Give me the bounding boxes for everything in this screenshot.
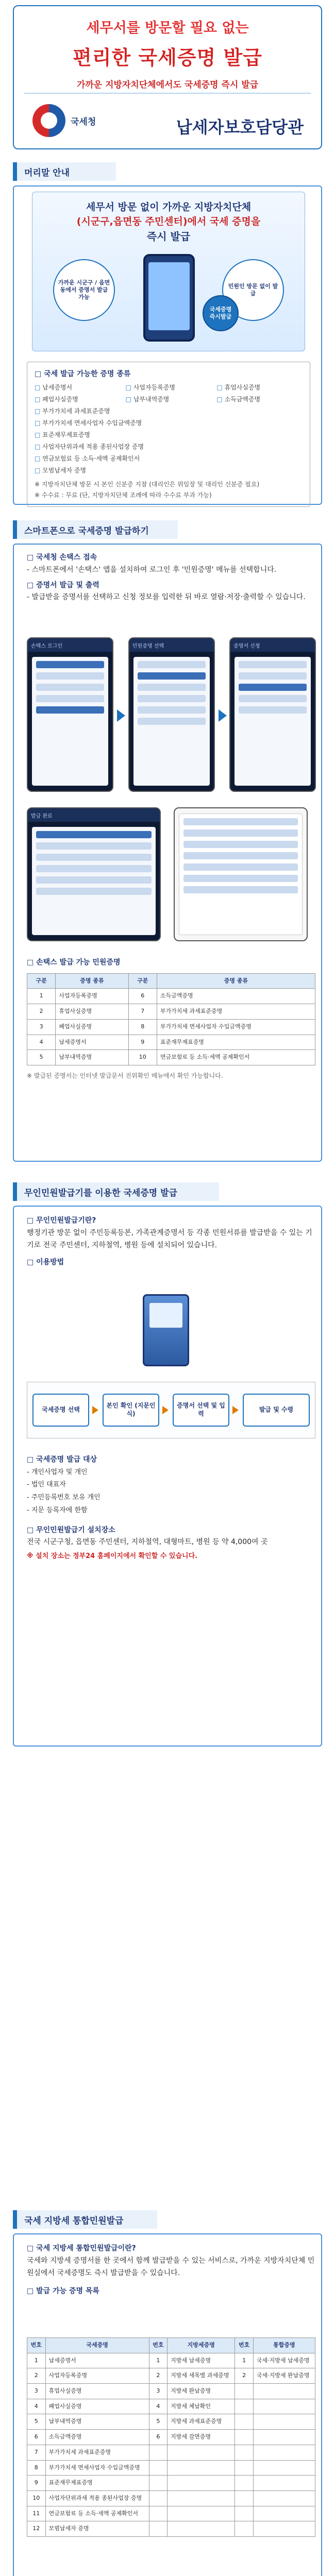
table-cell: 지방세 세목별 과세증명 — [167, 2368, 235, 2384]
table-cell: 폐업사실증명 — [56, 1019, 128, 1035]
table-cell: 9 — [128, 1035, 157, 1050]
table-cell: 2 — [235, 2368, 254, 2384]
section-title-kiosk: 무인민원발급기를 이용한 국세증명 발급 — [13, 1182, 219, 1201]
flow-step: 국세증명 선택 — [32, 1394, 89, 1427]
table-cell: 6 — [149, 2430, 167, 2445]
table-cell: 표준재무제표증명 — [45, 2476, 149, 2491]
col-header: 번호 — [149, 2338, 167, 2353]
table-cell: 모범납세자 증명 — [45, 2521, 149, 2537]
mobile-table-title: □ 손택스 발급 가능 민원증명 — [27, 958, 121, 967]
table-cell: 사업자단위과세 적용 종된사업장 증명 — [45, 2490, 149, 2506]
table-cell — [253, 2399, 315, 2414]
col-header: 번호 — [27, 2338, 46, 2353]
table-row — [27, 2506, 315, 2521]
table-row — [27, 2430, 315, 2445]
step2-body: - 발급받을 증명서를 선택하고 신청 정보를 입력한 뒤 바로 열람·저장·출력할 수 있습니다. — [27, 593, 306, 602]
table-cell — [167, 2445, 235, 2460]
table-cell: 4 — [27, 2399, 46, 2414]
table-cell — [149, 2506, 167, 2521]
table-cell: 5 — [149, 2414, 167, 2430]
cert-types-title: □ 국세 발급 가능한 증명 종류 — [35, 370, 131, 378]
table-cell: 지방세 과세표준증명 — [167, 2414, 235, 2430]
table-cell: 국세·지방세 완납증명 — [253, 2368, 315, 2384]
header-banner — [13, 5, 322, 149]
table-cell — [253, 2445, 315, 2460]
table-cell: 3 — [27, 1019, 56, 1035]
table-cell: 4 — [149, 2399, 167, 2414]
table-cell: 부가가치세 면세사업자 수입금액증명 — [157, 1019, 315, 1035]
table-cell: 8 — [27, 2460, 46, 2476]
arrow-right-icon — [219, 709, 227, 722]
table-cell: 납세증명서 — [45, 2353, 149, 2368]
flow-step: 본인 확인 (지문인식) — [103, 1394, 159, 1427]
integrated-table — [27, 2337, 315, 2537]
kiosk-intro — [27, 1215, 315, 1269]
table-cell — [149, 2490, 167, 2506]
table-row — [27, 2490, 315, 2506]
table-cell — [167, 2476, 235, 2491]
table-row — [27, 1050, 315, 1065]
table-row — [27, 2368, 315, 2384]
table-cell — [167, 2490, 235, 2506]
table-cell: 지방세 완납증명 — [167, 2384, 235, 2399]
poster-line-3: 즉시 발급 — [146, 230, 191, 243]
kiosk-machine-icon — [143, 1294, 189, 1366]
col-header: 지방세증명 — [167, 2338, 235, 2353]
table-row — [27, 989, 315, 1004]
table-cell — [235, 2384, 254, 2399]
table-row — [27, 2521, 315, 2537]
section-title-integrated: 국세 지방세 통합민원발급 — [13, 2210, 157, 2229]
table-cell: 폐업사실증명 — [45, 2399, 149, 2414]
table-cell: 1 — [149, 2353, 167, 2368]
header-title: 편리한 국세증명 발급 — [73, 46, 262, 69]
step1-title: □ 국세청 손택스 접속 — [27, 553, 97, 562]
intro-poster — [32, 192, 305, 351]
kiosk-loc-body: 전국 시군구청, 읍면동 주민센터, 지하철역, 대형마트, 병원 등 약 4,000여 곳 — [27, 1538, 268, 1547]
poster-line-2: (시군구,읍면동 주민센터)에서 국세 증명을 — [76, 216, 261, 227]
table-cell — [253, 2506, 315, 2521]
table-row — [27, 2384, 315, 2399]
screenshot-login — [27, 637, 113, 792]
col-header: 증명 종류 — [157, 973, 315, 989]
table-cell: 부가가치세 면세사업자 수입금액증명 — [45, 2460, 149, 2476]
col-header: 번호 — [235, 2338, 254, 2353]
col-header: 국세증명 — [45, 2338, 149, 2353]
badge-left: 가까운 시군구 / 읍면동에서 증명서 발급 가능 — [53, 259, 115, 321]
cert-type: □ 소득금액증명 — [216, 395, 303, 403]
table-cell: 7 — [27, 2445, 46, 2460]
table-cell: 소득금액증명 — [45, 2430, 149, 2445]
table-cell: 1 — [27, 989, 56, 1004]
cert-type: □ 표준재무제표증명 — [35, 430, 121, 439]
table-cell: 5 — [27, 1050, 56, 1065]
cert-type: □ 사업자단위과세 적용 종된사업장 증명 — [35, 442, 303, 451]
kiosk-loc-title: □ 무인민원발급기 설치장소 — [27, 1526, 115, 1534]
kiosk-proc-title: □ 이용방법 — [27, 1258, 64, 1267]
table-cell: 10 — [27, 2490, 46, 2506]
table-cell — [167, 2506, 235, 2521]
cert-note-2: ※ 수수료 : 무료 (단, 지방자치단체 조례에 따라 수수료 부과 가능) — [35, 492, 212, 499]
screenshot-complete — [27, 807, 161, 941]
col-header: 구분 — [128, 973, 157, 989]
list-item: - 개인사업자 및 개인 — [27, 1466, 315, 1479]
table-cell — [253, 2460, 315, 2476]
table-cell: 납부내역증명 — [45, 2414, 149, 2430]
mobile-table-note: ※ 발급된 증명서는 인터넷 발급문서 진위확인 메뉴에서 확인 가능합니다. — [27, 1072, 223, 1079]
col-header: 구분 — [27, 973, 56, 989]
cert-type: □ 휴업사실증명 — [216, 383, 303, 392]
table-cell — [235, 2521, 254, 2537]
table-cell: 1 — [235, 2353, 254, 2368]
cert-type: □ 연금보험료 등 소득·세액 공제확인서 — [35, 454, 303, 463]
table-row — [27, 2399, 315, 2414]
table-cell — [235, 2476, 254, 2491]
table-cell — [167, 2460, 235, 2476]
table-cell: 5 — [27, 2414, 46, 2430]
table-cell: 납부내역증명 — [56, 1050, 128, 1065]
table-row — [27, 1035, 315, 1050]
kiosk-flow — [27, 1382, 315, 1438]
cert-type: □ 모범납세자 증명 — [35, 466, 121, 474]
mobile-cert-table — [27, 973, 315, 1065]
step1 — [27, 552, 315, 604]
table-cell: 8 — [128, 1019, 157, 1035]
table-cell: 3 — [149, 2384, 167, 2399]
logo-text: 국세청 — [71, 116, 96, 127]
table-cell — [149, 2460, 167, 2476]
logo — [32, 104, 96, 137]
badge-right: 민원인 방문 없이 발급 — [222, 259, 284, 321]
table-row — [27, 2476, 315, 2491]
cert-types-box — [27, 362, 310, 507]
integrated-s2-title: □ 발급 가능 증명 목록 — [27, 2287, 99, 2296]
integrated-box — [13, 2233, 322, 2576]
table-cell: 사업자등록증명 — [56, 989, 128, 1004]
cert-types-list — [35, 383, 303, 474]
table-cell — [235, 2460, 254, 2476]
table-cell: 4 — [27, 1035, 56, 1050]
screenshot-certificate — [174, 807, 308, 941]
agency-name: 납세자보호담당관 — [176, 117, 304, 137]
table-row — [27, 2353, 315, 2368]
table-cell — [235, 2399, 254, 2414]
integrated-table-wrap — [27, 2337, 315, 2537]
cert-type: □ 사업자등록증명 — [126, 383, 212, 392]
table-cell: 휴업사실증명 — [45, 2384, 149, 2399]
arrow-right-icon — [117, 709, 125, 722]
table-row — [27, 1019, 315, 1035]
header-tagline: 세무서를 방문할 필요 없는 — [86, 20, 249, 36]
arrow-right-icon — [92, 1406, 98, 1414]
table-row — [27, 2414, 315, 2430]
table-cell: 6 — [27, 2430, 46, 2445]
kiosk-loc-note: ※ 설치 장소는 정부24 홈페이지에서 확인할 수 있습니다. — [27, 1552, 198, 1561]
table-cell: 지방세 체납확인 — [167, 2399, 235, 2414]
table-cell: 납세증명서 — [56, 1035, 128, 1050]
kiosk-intro-body: 행정기관 방문 없이 주민등록등본, 가족관계증명서 등 각종 민원서류를 발급받을 수 있는 기기로 전국 주민센터, 지하철역, 병원 등에 설치되어 있습니다. — [27, 1228, 312, 1249]
table-cell — [253, 2430, 315, 2445]
taegeuk-icon — [32, 104, 65, 137]
screenshot-label: 발급 완료 — [28, 808, 160, 822]
table-cell: 지방세 감면증명 — [167, 2430, 235, 2445]
table-cell: 10 — [128, 1050, 157, 1065]
table-cell — [149, 2521, 167, 2537]
table-cell: 12 — [27, 2521, 46, 2537]
cert-type: □ 납세증명서 — [35, 383, 121, 392]
table-cell: 연금보험료 등 소득·세액 공제확인서 — [45, 2506, 149, 2521]
integrated-s1-body: 국세와 지방세 증명서를 한 곳에서 함께 발급받을 수 있는 서비스로, 가까운 지방자치단체 민원실에서 국세증명도 즉시 발급받을 수 있습니다. — [27, 2256, 315, 2277]
table-cell — [253, 2384, 315, 2399]
flow-step: 발급 및 수령 — [243, 1394, 310, 1427]
table-row — [27, 1004, 315, 1020]
table-cell: 9 — [27, 2476, 46, 2491]
table-cell: 부가가치세 과세표준증명 — [157, 1004, 315, 1020]
table-cell — [253, 2414, 315, 2430]
section-title-intro: 머리말 안내 — [13, 162, 116, 181]
table-cell — [235, 2490, 254, 2506]
screenshot-label: 민원증명 선택 — [129, 638, 214, 652]
table-row — [27, 2460, 315, 2476]
kiosk-target — [27, 1454, 315, 1562]
table-cell — [235, 2414, 254, 2430]
table-cell: 국세·지방세 납세증명 — [253, 2353, 315, 2368]
table-cell: 표준재무제표증명 — [157, 1035, 315, 1050]
cert-type: □ 폐업사실증명 — [35, 395, 121, 403]
table-cell: 휴업사실증명 — [56, 1004, 128, 1020]
table-cell: 연금보험료 등 소득·세액 공제확인서 — [157, 1050, 315, 1065]
arrow-right-icon — [162, 1406, 169, 1414]
table-cell: 2 — [149, 2368, 167, 2384]
cert-note-1: ※ 지방자치단체 방문 시 본인 신분증 지참 (대리인은 위임장 및 대리인 신분증 필요) — [35, 481, 260, 488]
header-subtitle: 가까운 지방자치단체에서도 국세증명 즉시 발급 — [76, 80, 259, 90]
table-cell: 6 — [128, 989, 157, 1004]
flow-step: 증명서 선택 및 입력 — [173, 1394, 229, 1427]
col-header: 증명 종류 — [56, 973, 128, 989]
table-cell — [149, 2445, 167, 2460]
step2-title: □ 증명서 발급 및 출력 — [27, 581, 99, 589]
intro-box — [13, 185, 322, 505]
table-cell: 지방세 납세증명 — [167, 2353, 235, 2368]
arrow-right-icon — [232, 1406, 239, 1414]
poster-line-1: 세무서 방문 없이 가까운 지방자치단체 — [86, 201, 252, 213]
table-cell: 3 — [27, 2384, 46, 2399]
section-title-smartphone: 스마트폰으로 국세증명 발급하기 — [13, 520, 178, 539]
badge-center: 국세증명 즉시발급 — [203, 295, 239, 331]
smartphone-icon — [143, 254, 195, 342]
screenshot-menu — [128, 637, 215, 792]
list-item: - 주민등록번호 보유 개인 — [27, 1492, 315, 1504]
integrated-intro — [27, 2243, 315, 2298]
list-item: - 법인 대표자 — [27, 1479, 315, 1492]
cert-type: □ 부가가치세 과세표준증명 — [35, 406, 121, 415]
table-cell — [235, 2445, 254, 2460]
kiosk-target-title: □ 국세증명 발급 대상 — [27, 1455, 97, 1464]
table-row — [27, 2445, 315, 2460]
table-cell — [253, 2521, 315, 2537]
table-cell — [235, 2430, 254, 2445]
table-cell: 부가가치세 과세표준증명 — [45, 2445, 149, 2460]
table-cell: 11 — [27, 2506, 46, 2521]
screenshot-label: 증명서 신청 — [230, 638, 315, 652]
screenshot-label: 손택스 로그인 — [28, 638, 112, 652]
smartphone-box — [13, 544, 322, 1162]
table-cell — [253, 2490, 315, 2506]
step1-body: - 스마트폰에서 '손택스' 앱을 설치하여 로그인 후 '민원증명' 메뉴를 선택합니다. — [27, 565, 277, 574]
header-divider — [24, 93, 311, 94]
table-cell — [253, 2476, 315, 2491]
table-cell: 1 — [27, 2353, 46, 2368]
kiosk-intro-title: □ 무인민원발급기란? — [27, 1216, 96, 1225]
mobile-table-block — [27, 957, 315, 1081]
table-cell — [167, 2521, 235, 2537]
list-item: - 지문 등록자에 한함 — [27, 1504, 315, 1517]
screenshot-request — [229, 637, 316, 792]
table-cell: 2 — [27, 1004, 56, 1020]
table-cell — [235, 2506, 254, 2521]
table-cell: 2 — [27, 2368, 46, 2384]
table-cell — [149, 2476, 167, 2491]
cert-type: □ 납부내역증명 — [126, 395, 212, 403]
integrated-s1-title: □ 국세 지방세 통합민원발급이란? — [27, 2244, 136, 2252]
table-cell: 7 — [128, 1004, 157, 1020]
table-cell: 소득금액증명 — [157, 989, 315, 1004]
col-header: 통합증명 — [253, 2338, 315, 2353]
cert-type: □ 부가가치세 면세사업자 수입금액증명 — [35, 418, 303, 427]
kiosk-target-list — [27, 1466, 315, 1517]
kiosk-box — [13, 1206, 322, 1747]
table-cell: 사업자등록증명 — [45, 2368, 149, 2384]
